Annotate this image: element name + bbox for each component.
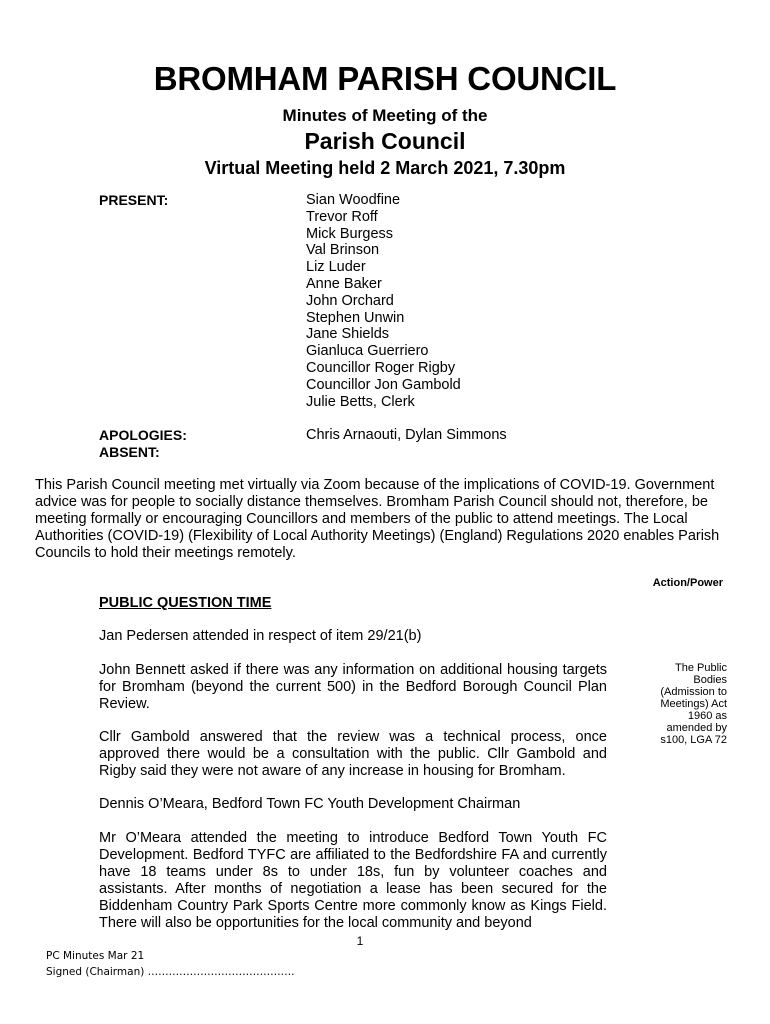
- attendee: Councillor Jon Gambold: [306, 376, 461, 393]
- attendee: Anne Baker: [306, 275, 382, 292]
- paragraph: Mr O’Meara attended the meeting to introduce Bedford Town Youth FC Development. Bedford TYFC are affiliated to the Bedfordshire FA and currently have 18 teams under 8s to under 18s, fun by volunteer coaches and assistants. After months of negotiation a lease has been secured for the Biddenham Country Park Sports Centre more commonly know as Kings Field. There will also be opportunities for the local community and beyond: [99, 830, 607, 931]
- absent-label: ABSENT:: [99, 444, 160, 460]
- section-heading: PUBLIC QUESTION TIME: [99, 595, 272, 611]
- attendee: Councillor Roger Rigby: [306, 359, 456, 376]
- footer-signature: Signed (Chairman) ……………………………………: [46, 966, 295, 978]
- intro-paragraph: This Parish Council meeting met virtually via Zoom because of the implications of COVID-19. Government advice was for people to socially distance themselves. Bromham Parish Council should not, therefore, be meeting formally or encouraging Councillors and members of the public to attend meetings. The Local Authorities (COVID-19) (Flexibility of Local Authority Meetings) (England) Regulations 2020 enables Parish Councils to hold their meetings remotely.: [35, 477, 720, 561]
- action-note: The Public Bodies (Admission to Meetings) Act 1960 as amended by s100, LGA 72: [660, 662, 727, 746]
- minutes-subtitle: Minutes of Meeting of the: [282, 106, 488, 125]
- attendee: Mick Burgess: [306, 225, 394, 242]
- present-label: PRESENT:: [99, 192, 169, 208]
- paragraph: Dennis O’Meara, Bedford Town FC Youth Development Chairman: [99, 796, 521, 812]
- paragraph: Jan Pedersen attended in respect of item 29/21(b): [99, 628, 422, 644]
- footer-doc: PC Minutes Mar 21: [46, 950, 145, 962]
- attendee: Julie Betts, Clerk: [306, 393, 415, 410]
- paragraph: John Bennett asked if there was any information on additional housing targets for Bromham (beyond the current 500) in the Bedford Borough Council Plan Review.: [99, 662, 607, 712]
- attendee: Gianluca Guerriero: [306, 343, 429, 360]
- attendee: Trevor Roff: [306, 208, 378, 225]
- page-number: 1: [356, 934, 364, 948]
- attendee: Stephen Unwin: [306, 309, 405, 326]
- attendee: Sian Woodfine: [306, 192, 401, 208]
- attendee: Jane Shields: [306, 326, 390, 343]
- apologies-label: APOLOGIES:: [99, 427, 187, 443]
- council-name: Parish Council: [304, 128, 466, 154]
- apologies-names: Chris Arnaouti, Dylan Simmons: [306, 427, 507, 443]
- council-title: BROMHAM PARISH COUNCIL: [153, 60, 617, 97]
- attendee: Val Brinson: [306, 242, 380, 259]
- attendee: John Orchard: [306, 292, 394, 309]
- action-power-header: Action/Power: [652, 577, 723, 589]
- paragraph: Cllr Gambold answered that the review was a technical process, once approved there would be a consultation with the public. Cllr Gambold and Rigby said they were not aware of any increase in housing for Bromham.: [99, 729, 607, 779]
- present-list: [306, 192, 461, 410]
- attendee: Liz Luder: [306, 259, 366, 276]
- meeting-title: Virtual Meeting held 2 March 2021, 7.30pm: [204, 158, 566, 178]
